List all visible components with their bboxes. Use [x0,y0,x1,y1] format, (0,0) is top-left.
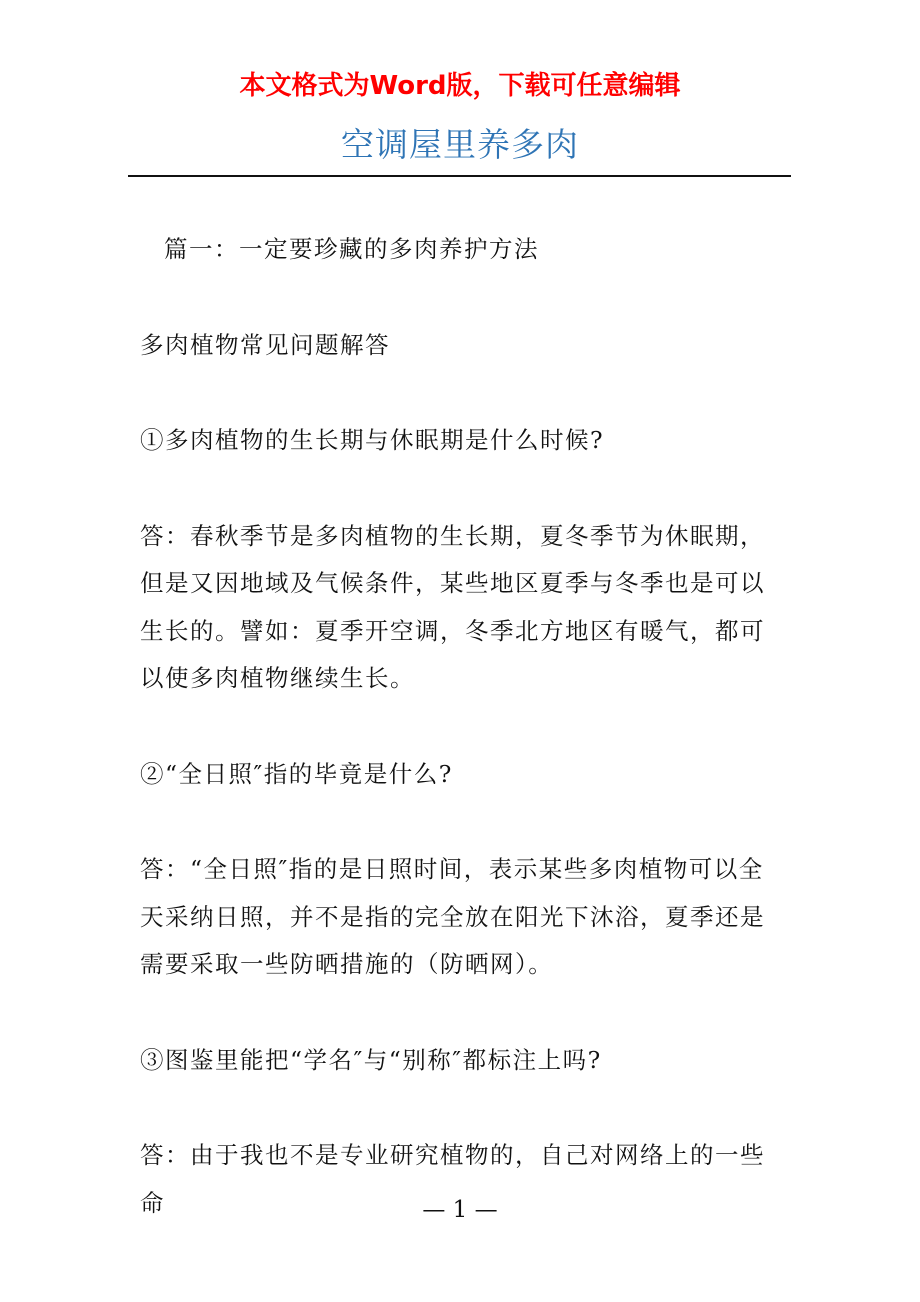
title-divider [128,175,791,177]
question-3: ③图鉴里能把“学名″与“别称″都标注上吗? [140,1045,602,1074]
format-banner: 本文格式为Word版，下载可任意编辑 [239,71,681,101]
section-heading: 篇一：一定要珍藏的多肉养护方法 [164,235,539,263]
answer-1: 答：春秋季节是多肉植物的生长期，夏冬季节为休眠期，但是又因地域及气候条件，某些地区夏季与冬季也是可以生长的。譬如：夏季开空调，冬季北方地区有暖气，都可以使多肉植物继续生长。 [140,521,765,692]
page-number: — 1 — [422,1197,498,1223]
answer-2: 答：“全日照″指的是日照时间，表示某些多肉植物可以全天采纳日照，并不是指的完全放在阳光下沐浴，夏季还是需要采取一些防晒措施的（防晒网）。 [140,855,765,978]
question-1: ①多肉植物的生长期与休眠期是什么时候? [140,426,605,454]
document-body [140,226,782,1275]
question-2: ②“全日照″指的毕竟是什么? [140,759,453,788]
document-title: 空调屋里养多肉 [341,125,579,164]
answer-3: 答：由于我也不是专业研究植物的，自己对网络上的一些命 [140,1141,765,1217]
subsection-heading: 多肉植物常见问题解答 [140,330,390,359]
